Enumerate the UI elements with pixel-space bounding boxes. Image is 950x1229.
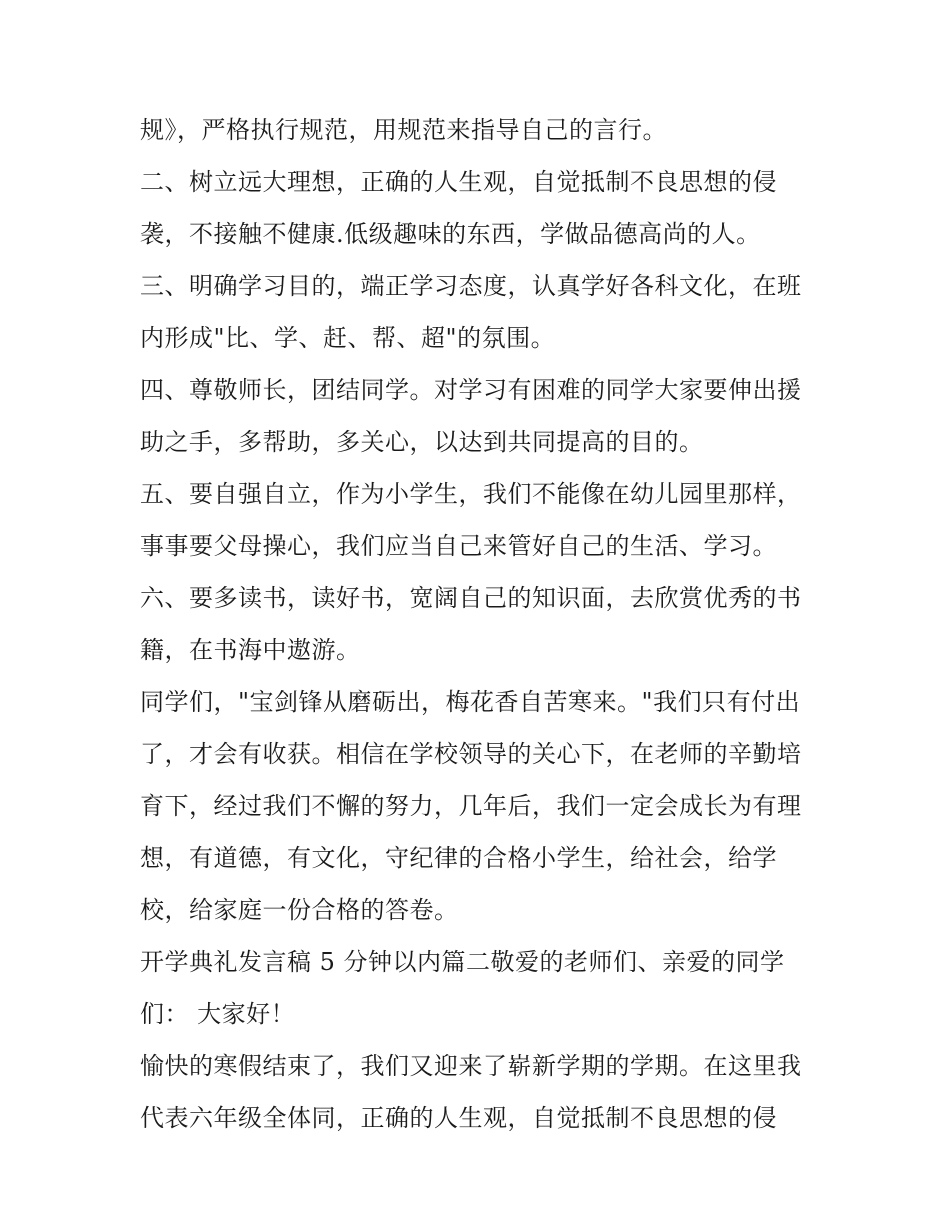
- text-line: 袭，不接触不健康.低级趣味的东西，学做品德高尚的人。: [140, 220, 761, 248]
- text-line: 育下，经过我们不懈的努力，几年后，我们一定会成长为有理: [140, 792, 802, 820]
- section-title-line: 开学典礼发言稿 5 分钟以内篇二敬爱的老师们、亲爱的同学: [140, 948, 785, 976]
- text-line: 代表六年级全体同，正确的人生观，自觉抵制不良思想的侵: [140, 1104, 777, 1132]
- text-line: 六、要多读书，读好书，宽阔自己的知识面，去欣赏优秀的书: [140, 584, 802, 612]
- text-line: 五、要自强自立，作为小学生，我们不能像在幼儿园里那样，: [140, 480, 802, 508]
- greeting-line: 们： 大家好！: [140, 1000, 296, 1028]
- text-line: 四、尊敬师长，团结同学。对学习有困难的同学大家要伸出援: [140, 376, 802, 404]
- text-line: 二、树立远大理想，正确的人生观，自觉抵制不良思想的侵: [140, 168, 777, 196]
- text-line: 规》，严格执行规范，用规范来指导自己的言行。: [140, 116, 667, 144]
- text-line: 校，给家庭一份合格的答卷。: [140, 896, 459, 924]
- text-line: 想，有道德，有文化，守纪律的合格小学生，给社会，给学: [140, 844, 777, 872]
- text-line: 愉快的寒假结束了，我们又迎来了崭新学期的学期。在这里我: [140, 1052, 802, 1080]
- text-line: 事事要父母操心，我们应当自己来管好自己的生活、学习。: [140, 532, 777, 560]
- text-line: 三、明确学习目的，端正学习态度，认真学好各科文化，在班: [140, 272, 802, 300]
- document-body: [140, 104, 830, 1144]
- text-line: 籍，在书海中遨游。: [140, 636, 361, 664]
- text-line: 同学们，"宝剑锋从磨砺出，梅花香自苦寒来。"我们只有付出: [140, 688, 801, 716]
- text-line: 了，才会有收获。相信在学校领导的关心下，在老师的辛勤培: [140, 740, 802, 768]
- text-line: 助之手，多帮助，多关心，以达到共同提高的目的。: [140, 428, 704, 456]
- text-line: 内形成"比、学、赶、帮、超"的氛围。: [140, 324, 556, 352]
